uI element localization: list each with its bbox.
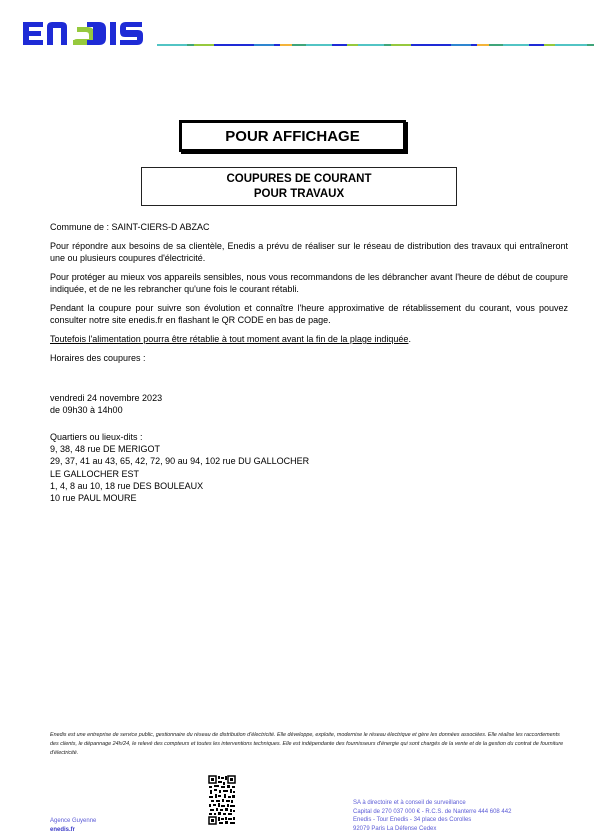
notice-body	[50, 221, 568, 371]
schedule	[50, 392, 162, 416]
stripe-segment	[358, 44, 384, 46]
stripe-segment	[292, 44, 306, 46]
agency-name: Agence Guyenne	[50, 818, 97, 824]
schedule-time: de 09h30 à 14h00	[50, 405, 123, 415]
site-link[interactable]: enedis.fr	[50, 827, 76, 833]
qr-code-icon[interactable]	[208, 775, 236, 825]
stripe-segment	[391, 44, 411, 46]
title-main: POUR AFFICHAGE	[225, 127, 360, 145]
company-line: 92079 Paris La Défense Cedex	[353, 825, 437, 832]
title-box	[179, 120, 406, 152]
footer-company-info	[353, 799, 511, 833]
enedis-logo-icon	[21, 18, 153, 48]
subtitle-line-2: POUR TRAVAUX	[253, 187, 345, 200]
commune-line: Commune de : SAINT-CIERS-D ABZAC	[50, 222, 210, 232]
stripe-segment	[347, 44, 358, 46]
warning-line	[50, 333, 568, 345]
enedis-logo	[21, 18, 153, 48]
paragraph-intro: Pour répondre aux besoins de sa clientèle, Enedis a prévu de réaliser sur le réseau de distribution des travaux qui entraîneront une ou plusieurs coupures d'électricité.	[50, 241, 568, 263]
stripe-segment	[332, 44, 347, 46]
stripe-segment	[187, 44, 194, 46]
places-label: Quartiers ou lieux-dits :	[50, 432, 143, 442]
hours-label: Horaires des coupures :	[50, 353, 146, 363]
subtitle-line-1: COUPURES DE COURANT	[226, 172, 372, 185]
stripe-segment	[555, 44, 587, 46]
place-item: 1, 4, 8 au 10, 18 rue DES BOULEAUX	[50, 480, 204, 491]
stripe-segment	[194, 44, 214, 46]
stripe-segment	[411, 44, 451, 46]
place-item: 10 rue PAUL MOURE	[50, 493, 137, 504]
warning-underlined: Toutefois l'alimentation pourra être rétablie à tout moment avant la fin de la plage indiquée	[50, 334, 409, 344]
place-item: 9, 38, 48 rue DE MERIGOT	[50, 444, 161, 455]
stripe-segment	[451, 44, 471, 46]
company-line: SA à directoire et à conseil de surveillance	[353, 800, 466, 806]
stripe-segment	[529, 44, 544, 46]
stripe-segment	[214, 44, 254, 46]
stripe-segment	[489, 44, 503, 46]
stripe-segment	[384, 44, 391, 46]
header-color-stripe	[157, 44, 601, 46]
stripe-segment	[477, 44, 489, 46]
schedule-date: vendredi 24 novembre 2023	[50, 393, 163, 403]
footer-agency	[50, 817, 96, 835]
paragraph-qr-info: Pendant la coupure pour suivre son évolution et connaître l'heure approximative de rétablissement du courant, vous pouvez consulter notre site enedis.fr en flashant le QR CODE en bas de page.	[50, 303, 568, 325]
paragraph-advice: Pour protéger au mieux vos appareils sensibles, nous vous recommandons de les débrancher avant l'heure de début de coupure indiquée, et de ne les rebrancher qu'une fois le courant rétabli.	[50, 272, 568, 294]
company-line: Enedis - Tour Enedis - 34 place des Corolles	[353, 817, 472, 823]
places-list	[50, 431, 309, 504]
stripe-segment	[587, 44, 594, 46]
stripe-segment	[544, 44, 555, 46]
stripe-segment	[503, 44, 529, 46]
legal-disclaimer: Enedis est une entreprise de service public, gestionnaire du réseau de distribution d'électricité. Elle développe, exploite, modernise le réseau électrique et gère les données associées. Elle réalise les raccordements des clients, le dépannage 24h/24, le relevé des compteurs et toutes les interventions techniques. Elle est indépendante des fournisseurs d'énergie qui sont chargés de la vente et de la gestion du contrat de fourniture d'électricité.	[50, 732, 564, 756]
stripe-segment	[306, 44, 332, 46]
place-item: LE GALLOCHER EST	[50, 468, 140, 479]
stripe-segment	[157, 44, 187, 46]
place-item: 29, 37, 41 au 43, 65, 42, 72, 90 au 94, 102 rue DU GALLOCHER	[50, 456, 310, 467]
stripe-segment	[280, 44, 292, 46]
warning-period: .	[408, 334, 411, 344]
subtitle-box	[141, 167, 457, 206]
stripe-segment	[254, 44, 274, 46]
company-line: Capital de 270 037 000 € - R.C.S. de Nanterre 444 608 442	[353, 808, 512, 815]
